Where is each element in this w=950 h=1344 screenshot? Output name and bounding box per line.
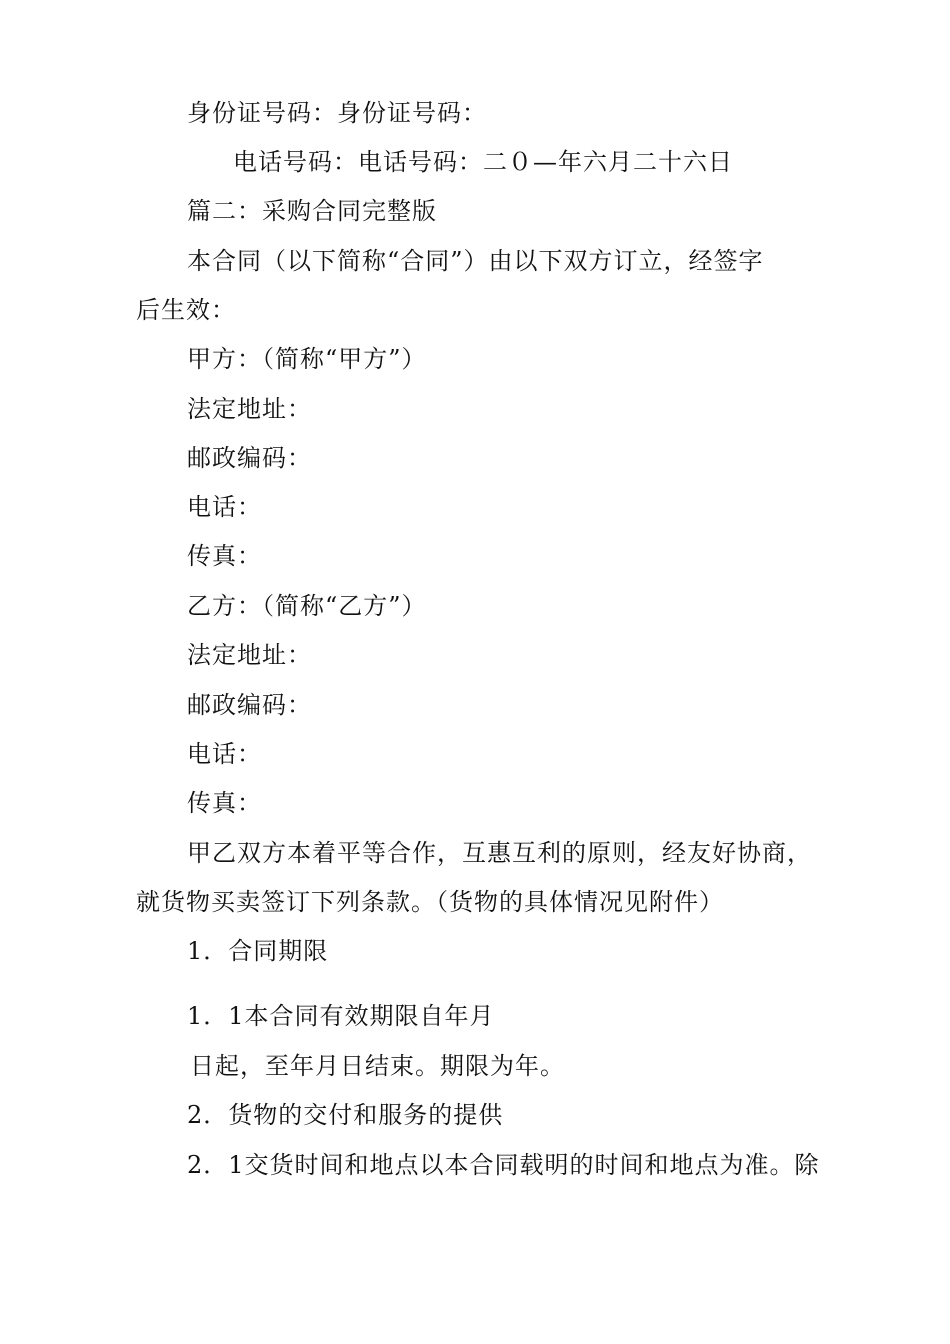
phone-date-line: 电话号码：电话号码：二０—年六月二十六日: [233, 148, 733, 176]
clause-heading: 2．货物的交付和服务的提供: [187, 1101, 504, 1129]
party-a-phone: 电话：: [187, 493, 262, 521]
id-number-line: 身份证号码：身份证号码：: [187, 99, 487, 127]
agreement-paragraph-line: 甲乙双方本着平等合作，互惠互利的原则，经友好协商，: [187, 839, 812, 867]
clause-text-line: 2．1交货时间和地点以本合同载明的时间和地点为准。除: [187, 1151, 820, 1179]
party-a-line: 甲方：（简称“甲方”）: [187, 345, 427, 373]
party-b-fax: 传真：: [187, 789, 262, 817]
section-heading: 篇二：采购合同完整版: [187, 197, 437, 225]
party-b-phone: 电话：: [187, 740, 262, 768]
party-a-fax: 传真：: [187, 542, 262, 570]
intro-paragraph-line: 后生效：: [136, 296, 236, 324]
clause-text-line: 1．1本合同有效期限自年月: [187, 1002, 495, 1030]
party-b-line: 乙方：（简称“乙方”）: [187, 592, 427, 620]
party-b-postcode: 邮政编码：: [187, 691, 312, 719]
clause-heading: 1．合同期限: [187, 937, 329, 965]
agreement-paragraph-line: 就货物买卖签订下列条款。（货物的具体情况见附件）: [136, 888, 724, 916]
clause-text-line: 日起，至年月日结束。期限为年。: [190, 1052, 565, 1080]
intro-paragraph-line: 本合同（以下简称“合同”）由以下双方订立，经签字: [187, 247, 764, 275]
party-a-postcode: 邮政编码：: [187, 444, 312, 472]
party-a-address: 法定地址：: [187, 395, 312, 423]
party-b-address: 法定地址：: [187, 641, 312, 669]
